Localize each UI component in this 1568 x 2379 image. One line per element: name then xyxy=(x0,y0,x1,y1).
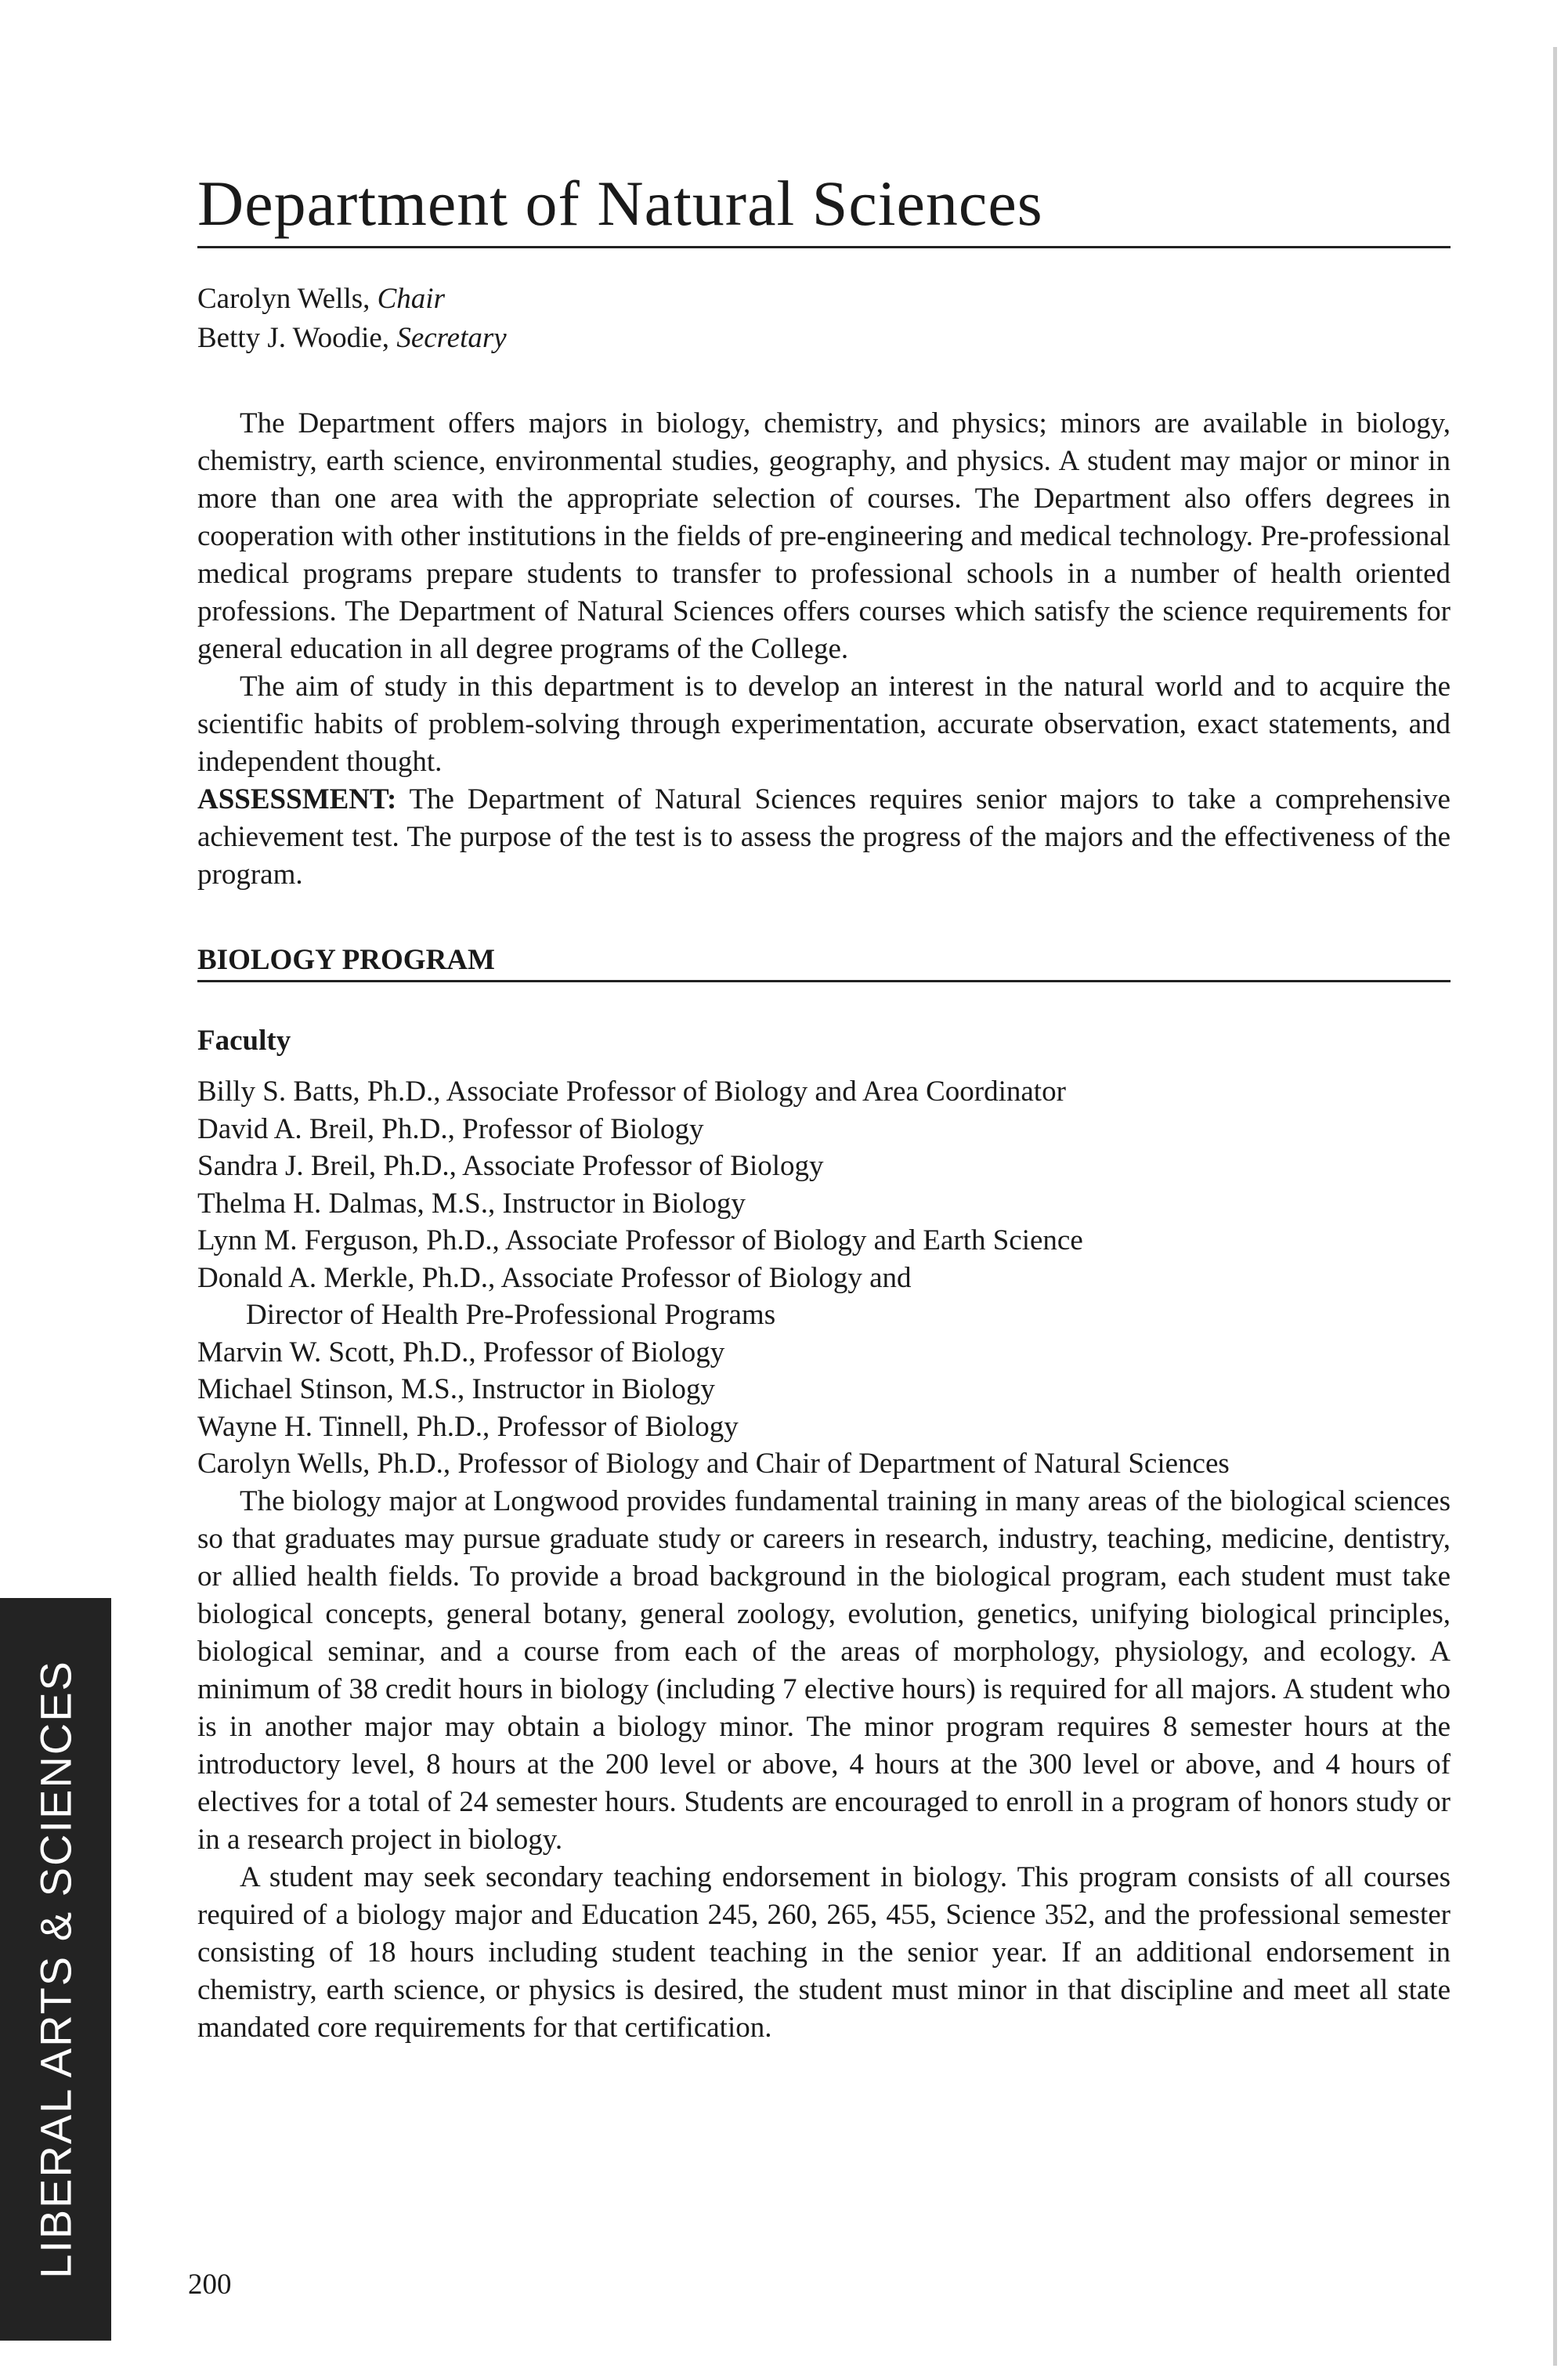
faculty-item: Wayne H. Tinnell, Ph.D., Professor of Biology xyxy=(197,1410,739,1443)
secretary-name: Betty J. Woodie, xyxy=(197,322,390,354)
intro-paragraph-1: The Department offers majors in biology, chemistry, and physics; minors are available in biology, chemistry, earth science, environmental studies, geography, and physics. A student may major or minor in more than one area with the appropriate selection of courses. The Department also offers degrees in cooperation with other institutions in the fields of pre-engineering and medical technology. Pre-professional medical programs prepare students to transfer to professional schools in a number of health oriented professions. The Department of Natural Sciences offers courses which satisfy the science requirements for general education in all degree programs of the College. xyxy=(197,407,1451,665)
faculty-list xyxy=(197,1073,1451,1483)
faculty-item: Michael Stinson, M.S., Instructor in Biology xyxy=(197,1373,715,1405)
department-staff xyxy=(197,280,1451,358)
section-side-tab xyxy=(0,1598,111,2341)
faculty-item: Carolyn Wells, Ph.D., Professor of Biology and Chair of Department of Natural Sciences xyxy=(197,1448,1230,1480)
assessment-text: The Department of Natural Sciences requires senior majors to take a comprehensive achievement test. The purpose of the test is to assess the progress of the majors and the effectiveness of the program. xyxy=(197,783,1451,891)
secretary-role: Secretary xyxy=(396,322,507,354)
staff-line-secretary xyxy=(197,319,1451,358)
page-number: 200 xyxy=(188,2269,232,2301)
side-tab-label: LIBERAL ARTS & SCIENCES xyxy=(31,1660,81,2279)
faculty-item-continuation: Director of Health Pre-Professional Programs xyxy=(246,1299,776,1331)
faculty-item: Donald A. Merkle, Ph.D., Associate Professor of Biology and xyxy=(197,1261,912,1294)
faculty-heading: Faculty xyxy=(197,1025,291,1057)
faculty-item: Thelma H. Dalmas, M.S., Instructor in Biology xyxy=(197,1187,746,1220)
biology-paragraph-1: The biology major at Longwood provides fundamental training in many areas of the biological sciences so that graduates may pursue graduate study or careers in research, industry, teaching, medicine, dentistry, or allied health fields. To provide a broad background in the biological program, each student must take biological concepts, general botany, general zoology, evolution, genetics, unifying biological principles, biological seminar, and a course from each of the areas of morphology, physiology, and ecology. A minimum of 38 credit hours in biology (including 7 elective hours) is required for all majors. A student who is in another major may obtain a biology minor. The minor program requires 8 semester hours at the introductory level, 8 hours at the 200 level or above, 4 hours at the 300 level or above, and 4 hours of electives for a total of 24 semester hours. Students are encouraged to enroll in a program of honors study or in a research project in biology. xyxy=(197,1484,1451,1856)
page-content xyxy=(197,165,1451,2047)
faculty-item: Lynn M. Ferguson, Ph.D., Associate Professor of Biology and Earth Science xyxy=(197,1224,1083,1256)
biology-program-heading: BIOLOGY PROGRAM xyxy=(197,941,1451,982)
faculty-item: Billy S. Batts, Ph.D., Associate Professor of Biology and Area Coordinator xyxy=(197,1076,1066,1108)
faculty-item: Sandra J. Breil, Ph.D., Associate Professor of Biology xyxy=(197,1150,824,1182)
page-title: Department of Natural Sciences xyxy=(197,165,1451,248)
biology-paragraph-2: A student may seek secondary teaching endorsement in biology. This program consists of all courses required of a biology major and Education 245, 260, 265, 455, Science 352, and the professional semester consisting of 18 hours including student teaching in the senior year. If an additional endorsement in chemistry, earth science, or physics is desired, the student must minor in that discipline and meet all state mandated core requirements for that certification. xyxy=(197,1860,1451,2044)
assessment-paragraph xyxy=(197,781,1451,894)
faculty-item: David A. Breil, Ph.D., Professor of Biology xyxy=(197,1112,704,1145)
faculty-item: Marvin W. Scott, Ph.D., Professor of Biology xyxy=(197,1336,725,1368)
intro-paragraph-2: The aim of study in this department is to develop an interest in the natural world and to acquire the scientific habits of problem-solving through experimentation, accurate observation, exact statements, and independent thought. xyxy=(197,671,1451,778)
chair-role: Chair xyxy=(377,283,445,315)
staff-line-chair xyxy=(197,280,1451,319)
assessment-label: ASSESSMENT: xyxy=(197,783,397,815)
chair-name: Carolyn Wells, xyxy=(197,283,370,315)
page-edge xyxy=(1553,47,1557,2366)
